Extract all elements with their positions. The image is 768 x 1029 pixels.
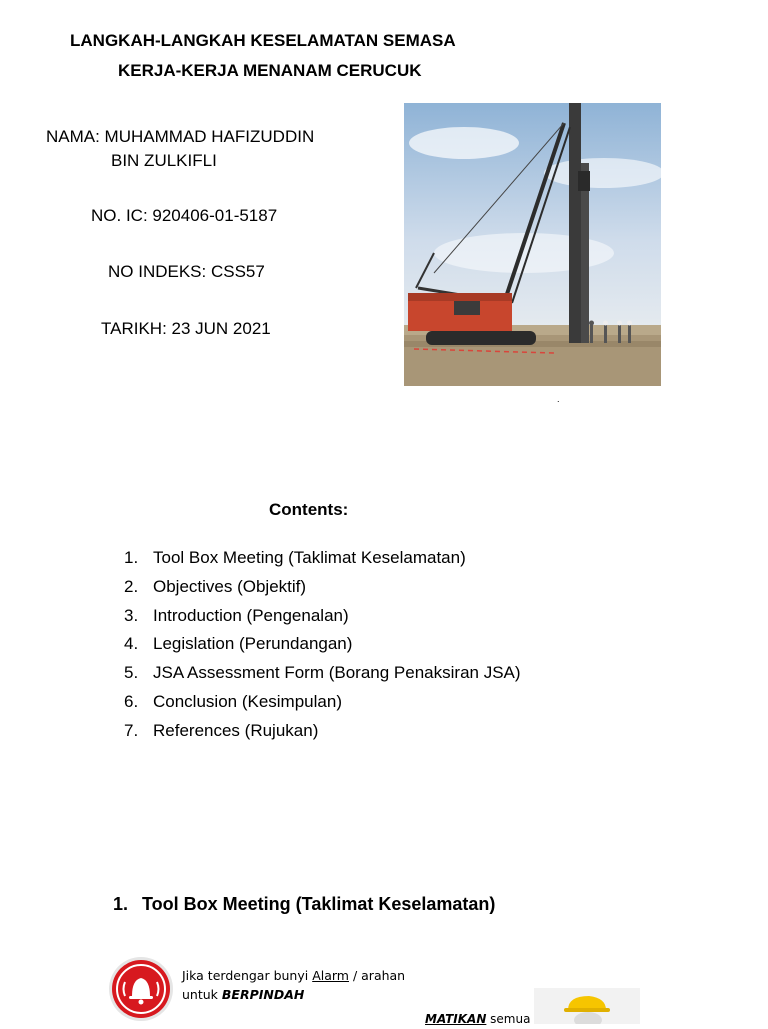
contents-heading: Contents: [269, 500, 349, 519]
alarm-instruction-line-2 [182, 985, 405, 1004]
toc-item [124, 545, 521, 574]
toc-item [124, 631, 521, 660]
section-number: 1. [113, 894, 129, 914]
toc-item-label: Conclusion (Kesimpulan) [153, 691, 342, 711]
table-of-contents [124, 545, 521, 747]
student-name-line-1: NAMA: MUHAMMAD HAFIZUDDIN [46, 127, 315, 146]
toc-item [124, 603, 521, 632]
toc-item [124, 660, 521, 689]
toc-item-label: Tool Box Meeting (Taklimat Keselamatan) [153, 548, 466, 567]
toc-item [124, 718, 521, 747]
alarm-instruction [182, 966, 405, 1004]
alarm-keyword: Alarm [312, 968, 349, 983]
toc-item-number: 3. [124, 605, 139, 625]
alarm-text-pre: Jika terdengar bunyi [182, 968, 313, 983]
safety-helmet-worker-icon [534, 988, 640, 1024]
toc-item-label: Introduction (Pengenalan) [153, 605, 349, 625]
student-name-line-2: BIN ZULKIFLI [111, 151, 217, 170]
toc-item-number: 1. [124, 548, 139, 567]
matikan-emphasis: MATIKAN [425, 1012, 487, 1026]
toc-item-number: 5. [124, 663, 139, 683]
photo-caption: . [557, 394, 560, 404]
student-index: NO INDEKS: CSS57 [108, 262, 265, 281]
alarm-bell-icon [108, 956, 174, 1022]
toc-item-label: Objectives (Objektif) [153, 576, 307, 596]
document-title-line-2: KERJA-KERJA MENANAM CERUCUK [118, 61, 422, 80]
toc-item-label: Legislation (Perundangan) [153, 634, 353, 654]
section-1-heading [113, 894, 495, 915]
alarm-instruction-line-1 [182, 966, 405, 985]
alarm-emphasis: BERPINDAH [221, 987, 305, 1002]
submission-date: TARIKH: 23 JUN 2021 [101, 319, 271, 338]
toc-item [124, 574, 521, 603]
toc-item-number: 6. [124, 691, 139, 711]
section-title: Tool Box Meeting (Taklimat Keselamatan) [142, 894, 496, 914]
student-ic: NO. IC: 920406-01-5187 [91, 206, 278, 225]
toc-item [124, 689, 521, 718]
toc-item-number: 4. [124, 634, 139, 654]
alarm-text-pre-2: untuk [182, 987, 222, 1002]
alarm-text-post: / arahan [348, 968, 406, 983]
toc-item-number: 7. [124, 720, 139, 740]
toc-item-label: References (Rujukan) [153, 720, 319, 740]
document-title-line-1: LANGKAH-LANGKAH KESELAMATAN SEMASA [70, 31, 456, 50]
matikan-rest: semua [486, 1012, 531, 1026]
toc-item-number: 2. [124, 576, 139, 596]
toc-item-label: JSA Assessment Form (Borang Penaksiran JSA) [153, 663, 521, 683]
piling-rig-photo [404, 103, 661, 386]
